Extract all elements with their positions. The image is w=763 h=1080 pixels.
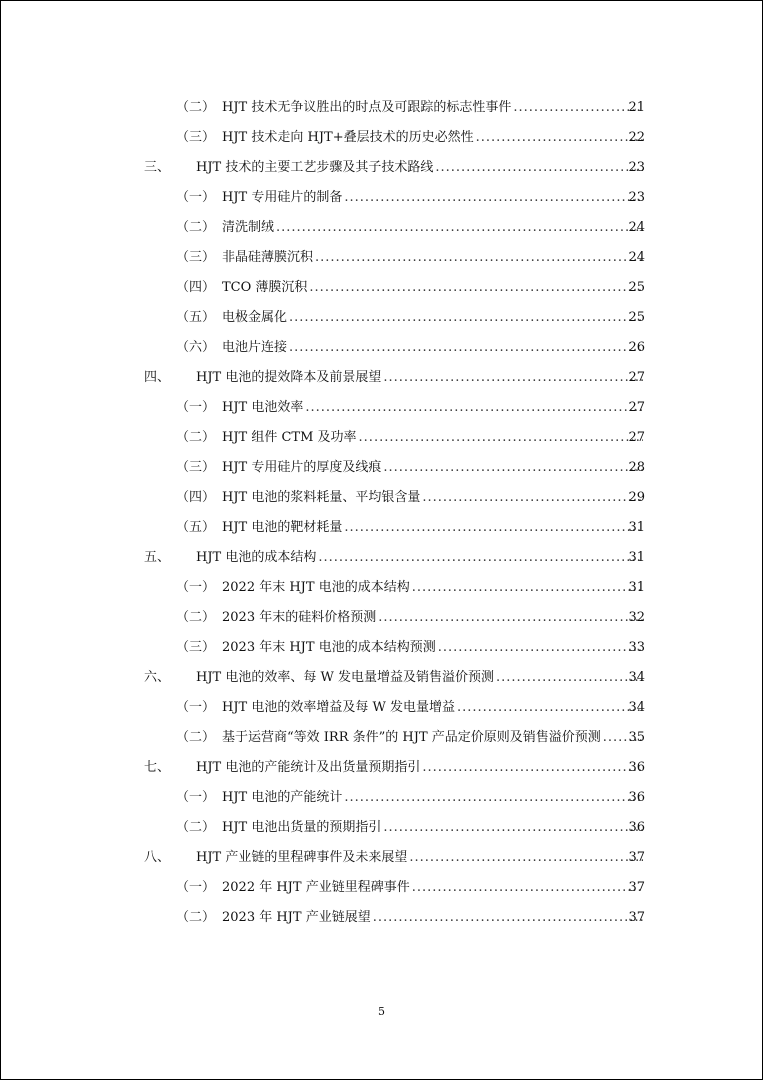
toc-dot-leader [435, 153, 643, 183]
toc-entry-page: 24 [628, 250, 645, 265]
toc-entry-number: （二） [176, 610, 216, 625]
toc-dot-leader [383, 363, 643, 393]
toc-entry-page: 37 [628, 850, 645, 865]
toc-entry-title: HJT 电池的产能统计 [222, 790, 343, 805]
toc-entry-title: HJT 电池的浆料耗量、平均银含量 [222, 490, 421, 505]
toc-chapter-entry[interactable] [0, 543, 763, 573]
toc-entry-page: 29 [628, 490, 645, 505]
toc-dot-leader [412, 573, 643, 603]
toc-dot-leader [383, 813, 643, 843]
toc-entry-page: 21 [628, 100, 645, 115]
toc-entry-page: 25 [628, 280, 645, 295]
toc-chapter-entry[interactable] [0, 843, 763, 873]
toc-entry-title: HJT 专用硅片的厚度及线痕 [222, 460, 382, 475]
toc-entry-page: 36 [628, 790, 645, 805]
toc-dot-leader [344, 513, 643, 543]
toc-entry-body [222, 723, 647, 753]
toc-dot-leader [359, 423, 643, 453]
toc-section-entry[interactable] [0, 513, 763, 543]
toc-entry-page: 27 [628, 430, 645, 445]
toc-entry-page: 23 [628, 160, 645, 175]
toc-entry-body [222, 573, 647, 603]
toc-entry-body [222, 453, 647, 483]
toc-entry-page: 31 [628, 520, 645, 535]
toc-dot-leader [383, 453, 643, 483]
toc-entry-body [196, 753, 647, 783]
toc-section-entry[interactable] [0, 483, 763, 513]
toc-entry-body [222, 633, 647, 663]
toc-entry-number: （二） [176, 430, 216, 445]
toc-entry-page: 34 [628, 670, 645, 685]
toc-entry-title: 电极金属化 [222, 310, 288, 325]
toc-entry-number: （一） [176, 700, 216, 715]
toc-entry-title: 2023 年末的硅料价格预测 [222, 610, 377, 625]
toc-entry-body [222, 213, 647, 243]
toc-entry-number: （五） [176, 520, 216, 535]
toc-entry-body [222, 303, 647, 333]
toc-entry-body [222, 183, 647, 213]
toc-section-entry[interactable] [0, 603, 763, 633]
toc-section-entry[interactable] [0, 693, 763, 723]
toc-entry-number: 八、 [144, 850, 171, 865]
toc-entry-title: 2022 年 HJT 产业链里程碑事件 [222, 880, 410, 895]
toc-entry-page: 33 [628, 640, 645, 655]
toc-section-entry[interactable] [0, 813, 763, 843]
toc-entry-body [196, 363, 647, 393]
toc-chapter-entry[interactable] [0, 753, 763, 783]
toc-entry-number: （六） [176, 340, 216, 355]
toc-section-entry[interactable] [0, 633, 763, 663]
toc-entry-title: HJT 技术无争议胜出的时点及可跟踪的标志性事件 [222, 100, 512, 115]
toc-entry-number: （四） [176, 280, 216, 295]
toc-entry-title: TCO 薄膜沉积 [222, 280, 308, 295]
toc-section-entry[interactable] [0, 303, 763, 333]
toc-entry-body [222, 693, 647, 723]
toc-dot-leader [344, 783, 643, 813]
toc-dot-leader [438, 633, 643, 663]
toc-entry-title: 电池片连接 [222, 340, 288, 355]
toc-entry-title: 2022 年末 HJT 电池的成本结构 [222, 580, 410, 595]
toc-dot-leader [412, 873, 643, 903]
toc-entry-title: HJT 电池的效率、每 W 发电量增益及销售溢价预测 [196, 670, 494, 685]
toc-section-entry[interactable] [0, 783, 763, 813]
toc-entry-number: 六、 [144, 670, 171, 685]
toc-entry-body [222, 513, 647, 543]
toc-entry-page: 31 [628, 550, 645, 565]
toc-entry-title: HJT 电池的效率增益及每 W 发电量增益 [222, 700, 455, 715]
toc-section-entry[interactable] [0, 423, 763, 453]
toc-entry-number: （一） [176, 400, 216, 415]
toc-entry-number: （三） [176, 640, 216, 655]
toc-entry-body [196, 663, 647, 693]
toc-entry-page: 35 [628, 730, 645, 745]
toc-entry-title: HJT 电池的提效降本及前景展望 [196, 370, 382, 385]
toc-entry-page: 22 [628, 130, 645, 145]
toc-entry-number: 五、 [144, 550, 171, 565]
toc-section-entry[interactable] [0, 93, 763, 123]
toc-entry-number: （二） [176, 220, 216, 235]
toc-dot-leader [476, 123, 643, 153]
toc-entry-title: HJT 电池的成本结构 [196, 550, 317, 565]
page-number: 5 [378, 1005, 385, 1018]
toc-entry-body [222, 93, 647, 123]
toc-dot-leader [344, 183, 643, 213]
toc-entry-number: 七、 [144, 760, 171, 775]
toc-entry-number: （一） [176, 880, 216, 895]
toc-dot-leader [276, 213, 643, 243]
toc-entry-body [222, 903, 647, 933]
toc-entry-body [222, 243, 647, 273]
toc-entry-page: 37 [628, 880, 645, 895]
toc-entry-title: 非晶硅薄膜沉积 [222, 250, 314, 265]
toc-dot-leader [309, 273, 643, 303]
toc-entry-body [222, 813, 647, 843]
toc-section-entry[interactable] [0, 183, 763, 213]
toc-dot-leader [373, 903, 643, 933]
toc-entry-page: 23 [628, 190, 645, 205]
toc-entry-body [222, 603, 647, 633]
toc-entry-number: 三、 [144, 160, 171, 175]
toc-section-entry[interactable] [0, 393, 763, 423]
toc-entry-page: 28 [628, 460, 645, 475]
toc-entry-page: 26 [628, 340, 645, 355]
toc-entry-body [222, 873, 647, 903]
toc-entry-title: 2023 年末 HJT 电池的成本结构预测 [222, 640, 436, 655]
toc-entry-page: 32 [628, 610, 645, 625]
toc-entry-body [222, 483, 647, 513]
toc-entry-number: （三） [176, 460, 216, 475]
toc-entry-title: HJT 电池效率 [222, 400, 304, 415]
toc-dot-leader [289, 303, 643, 333]
toc-entry-title: HJT 电池的产能统计及出货量预期指引 [196, 760, 421, 775]
toc-entry-page: 36 [628, 760, 645, 775]
toc-entry-body [222, 333, 647, 363]
toc-entry-body [222, 123, 647, 153]
toc-entry-body [222, 393, 647, 423]
toc-entry-title: 基于运营商“等效 IRR 条件”的 HJT 产品定价原则及销售溢价预测 [222, 730, 601, 745]
toc-entry-number: （五） [176, 310, 216, 325]
toc-entry-title: 2023 年 HJT 产业链展望 [222, 910, 371, 925]
toc-entry-title: 清洗制绒 [222, 220, 275, 235]
toc-entry-number: 四、 [144, 370, 171, 385]
toc-dot-leader [289, 333, 643, 363]
toc-entry-page: 34 [628, 700, 645, 715]
toc-entry-page: 27 [628, 370, 645, 385]
toc-section-entry[interactable] [0, 213, 763, 243]
toc-section-entry[interactable] [0, 873, 763, 903]
toc-section-entry[interactable] [0, 453, 763, 483]
toc-entry-page: 31 [628, 580, 645, 595]
toc-chapter-entry[interactable] [0, 663, 763, 693]
toc-entry-body [222, 783, 647, 813]
toc-entry-number: （一） [176, 190, 216, 205]
toc-chapter-entry[interactable] [0, 363, 763, 393]
toc-entry-number: （二） [176, 910, 216, 925]
toc-entry-page: 27 [628, 400, 645, 415]
table-of-contents [0, 93, 763, 933]
toc-entry-title: HJT 专用硅片的制备 [222, 190, 343, 205]
toc-dot-leader [422, 753, 643, 783]
toc-entry-number: （四） [176, 490, 216, 505]
toc-entry-title: HJT 技术的主要工艺步骤及其子技术路线 [196, 160, 434, 175]
toc-dot-leader [318, 543, 643, 573]
toc-section-entry[interactable] [0, 243, 763, 273]
toc-dot-leader [422, 483, 643, 513]
toc-entry-body [222, 423, 647, 453]
toc-entry-number: （三） [176, 250, 216, 265]
toc-entry-number: （一） [176, 580, 216, 595]
toc-section-entry[interactable] [0, 273, 763, 303]
toc-entry-page: 36 [628, 820, 645, 835]
toc-dot-leader [457, 693, 643, 723]
toc-entry-number: （二） [176, 730, 216, 745]
toc-dot-leader [305, 393, 643, 423]
toc-section-entry[interactable] [0, 903, 763, 933]
toc-entry-page: 37 [628, 910, 645, 925]
toc-dot-leader [409, 843, 643, 873]
toc-entry-title: HJT 电池的靶材耗量 [222, 520, 343, 535]
toc-entry-body [196, 543, 647, 573]
toc-entry-title: HJT 电池出货量的预期指引 [222, 820, 382, 835]
toc-entry-number: （二） [176, 100, 216, 115]
toc-entry-body [222, 273, 647, 303]
toc-chapter-entry[interactable] [0, 153, 763, 183]
toc-entry-number: （三） [176, 130, 216, 145]
toc-dot-leader [315, 243, 643, 273]
toc-entry-number: （一） [176, 790, 216, 805]
toc-dot-leader [378, 603, 643, 633]
toc-entry-body [196, 153, 647, 183]
toc-entry-title: HJT 技术走向 HJT+叠层技术的历史必然性 [222, 130, 474, 145]
toc-entry-body [196, 843, 647, 873]
toc-entry-number: （二） [176, 820, 216, 835]
toc-section-entry[interactable] [0, 123, 763, 153]
toc-entry-page: 25 [628, 310, 645, 325]
toc-section-entry[interactable] [0, 333, 763, 363]
toc-entry-title: HJT 产业链的里程碑事件及未来展望 [196, 850, 408, 865]
toc-entry-page: 24 [628, 220, 645, 235]
toc-section-entry[interactable] [0, 723, 763, 753]
toc-entry-title: HJT 组件 CTM 及功率 [222, 430, 357, 445]
toc-section-entry[interactable] [0, 573, 763, 603]
toc-dot-leader [496, 663, 643, 693]
